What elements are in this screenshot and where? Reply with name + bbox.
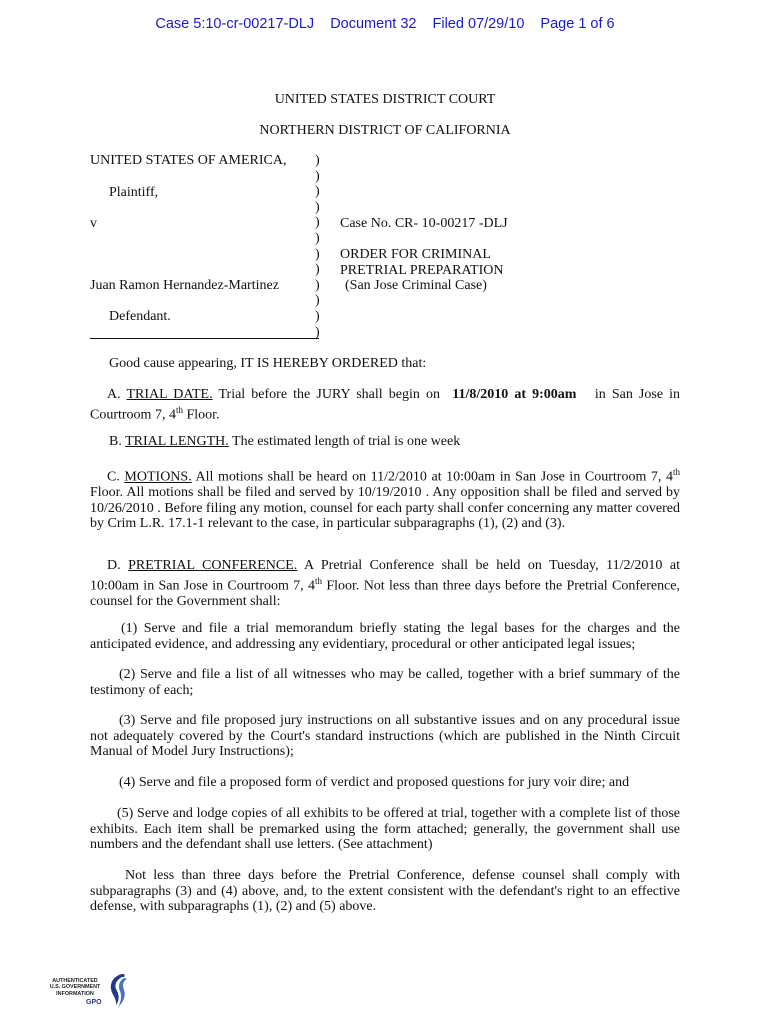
gpo-mark: GPO (86, 999, 102, 1006)
paren: ) (315, 293, 320, 309)
paren: ) (315, 262, 320, 278)
logo-line: AUTHENTICATED (52, 978, 98, 984)
item-1-text: (1) Serve and file a trial memorandum briefly stating the legal bases for the charges and the anticipated evidence, and addressing any evidentiary, procedural or other anticipated legal issues; (90, 621, 680, 652)
motions-text-continued: Floor. All motions shall be filed and served by 10/19/2010 . Any opposition shall be filed and served by 10/26/2010 . Before filing any motion, counsel for each party shall confer concerning any matter covered by Crim L.R. 17.1-1 relevant to the case, in particular subparagraphs (1), (2) and (3). (90, 485, 680, 532)
caption-divider (90, 338, 319, 339)
ordinal-suffix: th (672, 467, 680, 477)
motions-text: All motions shall be heard on 11/2/2010 at 10:00am in San Jose in Courtroom 7, 4 (195, 469, 673, 485)
logo-line: U.S. GOVERNMENT (49, 984, 101, 991)
item-1-paragraph (90, 621, 680, 652)
case-number-header: Case 5:10-cr-00217-DLJ (155, 16, 315, 32)
item-3-text: (3) Serve and file proposed jury instructions on all substantive issues and on any procedural issue not adequately covered by the Court's standard instructions (which are published in the Ninth Circuit Manual of Model Jury Instructions); (90, 713, 680, 760)
item-2-paragraph (90, 667, 680, 698)
trial-date-floor: Floor. (182, 407, 220, 423)
trial-date-value: 11/8/2010 at 9:00am (452, 387, 577, 402)
page-number-header: Page 1 of 6 (540, 16, 615, 32)
trial-date-location: in San Jose in Courtroom 7, 4 (90, 387, 681, 423)
gpo-authentication-logo (42, 972, 132, 1012)
defense-paragraph (90, 868, 680, 915)
item-4-text: (4) Serve and file a proposed form of verdict and proposed questions for jury voir dire; and (119, 775, 630, 790)
item-5-text: (5) Serve and lodge copies of all exhibits to be offered at trial, together with a complete list of those exhibits. Each item shall be premarked using the form attached; generally, the government shall use numbers and the defendant shall use letters. (See attachment) (90, 806, 680, 853)
order-title-line3: (San Jose Criminal Case) (345, 278, 487, 293)
court-district: NORTHERN DISTRICT OF CALIFORNIA (259, 123, 511, 138)
item-5-paragraph (90, 806, 680, 853)
paren: ) (315, 215, 320, 231)
versus-label: v (90, 216, 97, 231)
court-name: UNITED STATES DISTRICT COURT (274, 92, 496, 107)
paren: ) (315, 168, 320, 184)
item-2-text: (2) Serve and file a list of all witnesses who may be called, together with a brief summary of the testimony of each; (90, 667, 680, 698)
paren: ) (315, 324, 320, 340)
paren: ) (315, 277, 320, 293)
pretrial-conference-text-continued: Floor. Not less than three days before the Pretrial Conference, counsel for the Government shall: (90, 578, 681, 609)
item-3-paragraph (90, 713, 680, 760)
order-title-line1: ORDER FOR CRIMINAL (340, 247, 491, 262)
paren: ) (315, 199, 320, 215)
motions-heading: MOTIONS. (124, 469, 192, 485)
plaintiff-party: UNITED STATES OF AMERICA, (90, 153, 287, 168)
caption-parentheses (315, 153, 320, 340)
paren: ) (315, 184, 320, 200)
trial-length-text: The estimated length of trial is one week (232, 434, 461, 449)
intro-paragraph (90, 356, 680, 372)
section-d-label: D. (107, 558, 121, 573)
item-4-paragraph (90, 775, 680, 791)
logo-line: INFORMATION (56, 990, 94, 997)
section-a-label: A. (107, 387, 121, 402)
document-number-header: Document 32 (330, 16, 417, 32)
defense-text: Not less than three days before the Pretrial Conference, defense counsel shall comply with subparagraphs (3) and (4) above, and, to the extent consistent with the defendant's right to an effective defense, with subparagraphs (1), (2) and (5) above. (90, 868, 680, 915)
case-number: Case No. CR- 10-00217 -DLJ (340, 216, 508, 231)
pretrial-conference-heading: PRETRIAL CONFERENCE. (128, 558, 298, 573)
paren: ) (315, 246, 320, 262)
filing-header (0, 16, 770, 32)
eagle-icon (104, 972, 130, 1010)
paren: ) (315, 153, 320, 168)
order-title-line2: PRETRIAL PREPARATION (340, 263, 504, 278)
trial-date-paragraph (90, 387, 680, 423)
trial-length-paragraph (90, 434, 680, 450)
ordinal-suffix: th (315, 575, 323, 586)
pretrial-conference-paragraph (90, 558, 680, 609)
section-c-label: C. (107, 469, 120, 485)
section-b-label: B. (109, 434, 122, 449)
filed-date-header: Filed 07/29/10 (432, 16, 525, 32)
trial-date-heading: TRIAL DATE. (126, 387, 213, 402)
trial-length-heading: TRIAL LENGTH. (125, 434, 229, 449)
trial-date-text: Trial before the JURY shall begin on (218, 387, 440, 402)
motions-paragraph (90, 465, 680, 532)
defendant-party: Juan Ramon Hernandez-Martinez (90, 278, 279, 293)
logo-text (42, 978, 108, 997)
defendant-role: Defendant. (109, 309, 171, 324)
plaintiff-role: Plaintiff, (109, 185, 159, 200)
paren: ) (315, 230, 320, 246)
pretrial-conference-text: A Pretrial Conference shall be held on Tuesday, 11/2/2010 at 10:00am in San Jose in Courtroom 7, 4 (90, 558, 681, 594)
ordinal-suffix: th (175, 404, 183, 415)
paren: ) (315, 308, 320, 324)
intro-text: Good cause appearing, IT IS HEREBY ORDERED that: (109, 356, 427, 371)
